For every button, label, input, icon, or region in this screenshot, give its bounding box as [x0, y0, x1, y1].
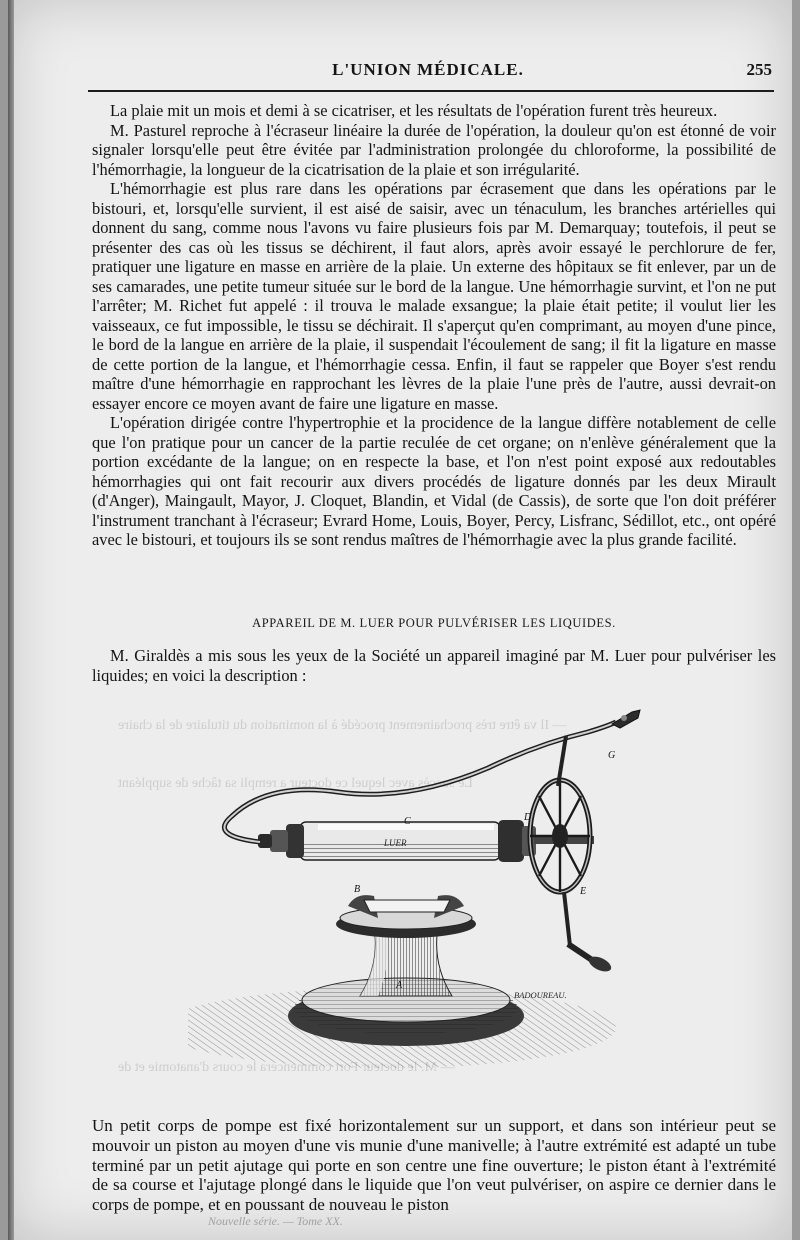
running-header — [82, 60, 774, 86]
paragraph: Un petit corps de pompe est fixé horizontalement sur un support, et dans son intérieur peut se mouvoir un piston au moyen d'une vis munie d'une manivelle; à l'autre extrémité est adapté un tube terminé par un petit ajutage qui porte en son centre une fine ouverture; le piston étant à l'extrémité de sa course et l'ajutage plongé dans le liquide que l'on veut pulvériser, on aspire ce dernier dans le corps de pompe, et en poussant de nouveau le piston — [92, 1116, 776, 1215]
figure-label-g: G — [608, 750, 616, 761]
book-page — [8, 0, 792, 1240]
paragraph: M. Pasturel reproche à l'écraseur linéaire la durée de l'opération, la douleur qu'on est étonné de voir signaler lorsqu'elle peut être évitée par l'administration prolongée du chloroforme, la possibilité de l'hémorrhagie, la longueur de la cicatrisation de la plaie et son irrégularité. — [92, 120, 776, 179]
article-body-bottom — [92, 1116, 776, 1215]
figure-label-b: B — [354, 884, 361, 895]
show-through-text: Le succès avec lequel ce docteur a rempli sa tâche de suppléant — [118, 776, 473, 791]
figure-label-a: A — [396, 980, 403, 991]
section-title: APPAREIL DE M. LUER POUR PULVÉRISER LES LIQUIDES. — [252, 616, 616, 630]
figure-label-e: E — [580, 886, 587, 897]
intro-paragraph-wrap — [92, 646, 776, 685]
article-body-top — [92, 101, 776, 550]
journal-title: L'UNION MÉDICALE. — [332, 60, 524, 79]
page-number: 255 — [746, 60, 772, 79]
header-rule — [88, 90, 774, 92]
barrel-inscription: LUER — [384, 838, 407, 848]
paragraph: La plaie mit un mois et demi à se cicatriser, et les résultats de l'opération furent très heureux. — [110, 101, 718, 120]
paragraph: L'hémorrhagie est plus rare dans les opérations par écrasement que dans les opérations par le bistouri, et, lorsqu'elle survient, il est aisé de saisir, avec un ténaculum, les branches artérielles qui donnent du sang, comme nous l'avons vu faire plusieurs fois par M. Demarquay; toutefois, il peut se présenter des cas où les tissus se déchirent, il faut alors, après avoir essayé le perchlorure de fer, pratiquer une ligature en masse en arrière de la plaie. Un externe des hôpitaux se fit enlever, par un de ses camarades, une petite tumeur située sur le bord de la langue. Une hémorrhagie survint, et l'on ne put l'arrêter; M. Richet fut appelé : il trouva le malade exsangue; la plaie était petite; il voulut lier les vaisseaux, ce fut impossible, le tissu se déchirait. Il s'aperçut qu'en comprimant, au moyen d'une pince, le bord de la langue en arrière de la plaie, il suspendait l'écoulement de sang; il fit la ligature en masse de cette portion de la langue, et l'hémorrhagie cessa. Enfin, il faut se rappeler que Boyer s'est rendu maître d'une hémorrhagie en rapprochant les lèvres de la plaie l'une près de l'autre, aussi devrait-on essayer encore ce moyen avant de faire une ligature en masse. — [92, 179, 776, 413]
luer-atomizer-illustration — [188, 696, 648, 1074]
page-footer: Nouvelle série. — Tome XX. — [208, 1214, 343, 1228]
figure-label-c: C — [404, 816, 411, 827]
paragraph: L'opération dirigée contre l'hypertrophie et la procidence de la langue diffère notablement de celle que l'on pratique pour un cancer de la partie reculée de cet organe; on n'enlève généralement que la portion excédante de la langue; on en respecte la base, et l'on n'est point exposé aux redoutables hémorrhagies qui ont fait recourir aux divers procédés de ligature donnés par les deux Mirault (d'Anger), Maingault, Mayor, J. Cloquet, Blandin, et Vidal (de Cassis), de sorte que l'on doit préférer l'instrument tranchant à l'écraseur; Evrard Home, Louis, Boyer, Percy, Lisfranc, Sédillot, etc., ont opéré avec le bistouri, et toujours ils se sont rendus maîtres de l'hémorrhagie avec la plus grande facilité. — [92, 413, 776, 549]
show-through-text: — Il va être très prochainement procédé à la nomination du titulaire de la chaire — [118, 718, 567, 733]
show-through-text: — M. le docteur Fort commencera le cours d'anatomie et de — [118, 1060, 455, 1075]
page-gutter — [8, 0, 14, 1240]
intro-paragraph: M. Giraldès a mis sous les yeux de la Société un appareil imaginé par M. Luer pour pulvériser les liquides; en voici la description : — [92, 646, 776, 685]
figure-label-d: D — [524, 812, 532, 823]
engraver-signature: BADOUREAU. — [514, 990, 567, 1000]
